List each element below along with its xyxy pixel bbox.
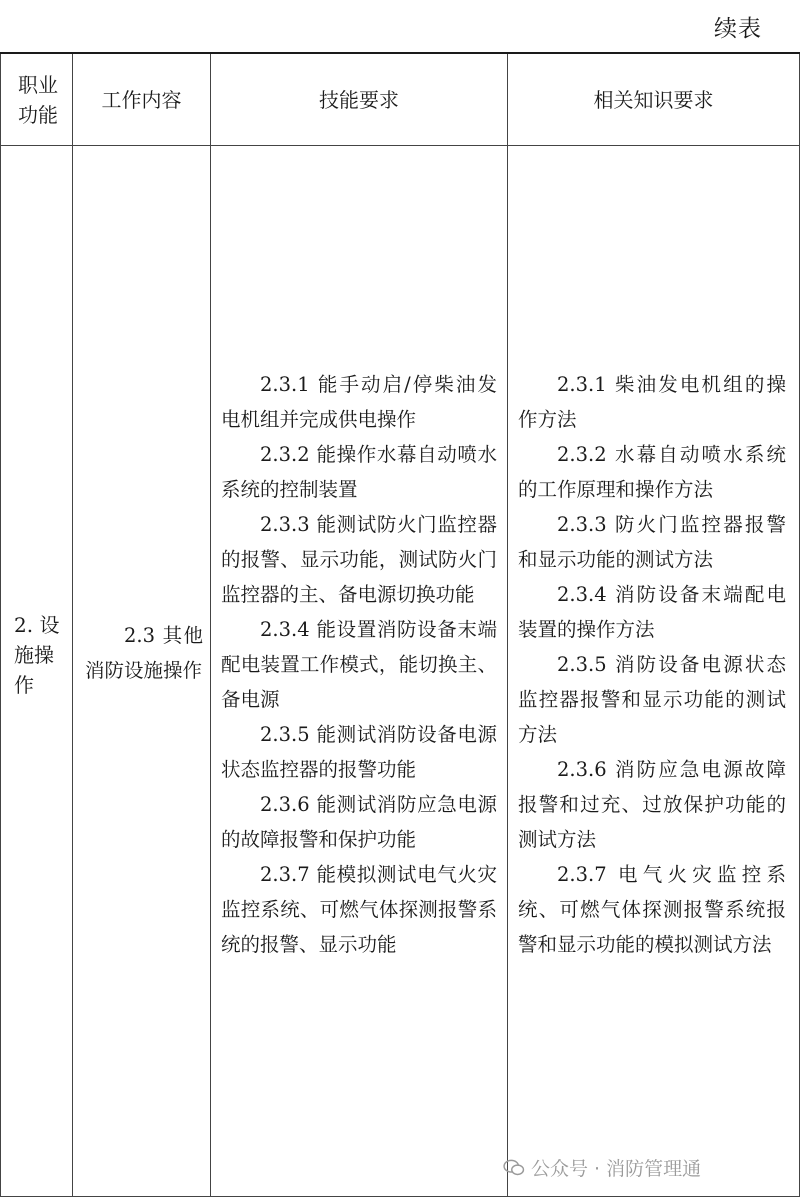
header-occupational-function: 职业功能 <box>18 72 58 127</box>
column-divider-2 <box>210 54 211 1196</box>
work-content-text: 2.3 其他消防设施操作 <box>85 624 203 682</box>
cell-function: 2. 设施操作 <box>14 613 60 697</box>
skill-item: 2.3.7 能模拟测试电气火灾监控系统、可燃气体探测报警系统的报警、显示功能 <box>221 863 497 956</box>
cell-work-content <box>85 618 203 688</box>
skill-item: 2.3.2 能操作水幕自动喷水系统的控制装置 <box>221 443 497 501</box>
knowledge-item: 2.3.4 消防设备末端配电装置的操作方法 <box>518 583 786 641</box>
skill-item: 2.3.1 能手动启/停柴油发电机组并完成供电操作 <box>221 373 497 431</box>
skill-item: 2.3.5 能测试消防设备电源状态监控器的报警功能 <box>221 723 497 781</box>
skill-item: 2.3.6 能测试消防应急电源的故障报警和保护功能 <box>221 793 497 851</box>
knowledge-item: 2.3.2 水幕自动喷水系统的工作原理和操作方法 <box>518 443 786 501</box>
skill-item: 2.3.3 能测试防火门监控器的报警、显示功能，测试防火门监控器的主、备电源切换功能 <box>221 513 497 606</box>
watermark-text: 公众号 · 消防管理通 <box>531 1158 702 1180</box>
cell-skills <box>221 367 497 962</box>
knowledge-item: 2.3.5 消防设备电源状态监控器报警和显示功能的测试方法 <box>518 653 786 746</box>
continued-label: 续表 <box>714 16 762 42</box>
knowledge-item: 2.3.7 电气火灾监控系统、可燃气体探测报警系统报警和显示功能的模拟测试方法 <box>518 863 786 956</box>
wechat-icon <box>503 1159 525 1177</box>
header-knowledge-requirements: 相关知识要求 <box>593 87 714 112</box>
header-work-content: 工作内容 <box>101 87 182 112</box>
knowledge-item: 2.3.1 柴油发电机组的操作方法 <box>518 373 786 431</box>
skill-item: 2.3.4 能设置消防设备末端配电装置工作模式，能切换主、备电源 <box>221 618 497 711</box>
cell-knowledge <box>518 367 786 962</box>
column-divider-3 <box>507 54 508 1196</box>
header-skill-requirements: 技能要求 <box>319 87 399 112</box>
knowledge-item: 2.3.3 防火门监控器报警和显示功能的测试方法 <box>518 513 786 571</box>
watermark <box>503 1154 701 1181</box>
column-divider-1 <box>72 54 73 1196</box>
knowledge-item: 2.3.6 消防应急电源故障报警和过充、过放保护功能的测试方法 <box>518 758 786 851</box>
skills-table <box>0 52 800 1197</box>
header-divider <box>0 145 800 146</box>
table-border-left <box>0 54 1 1196</box>
